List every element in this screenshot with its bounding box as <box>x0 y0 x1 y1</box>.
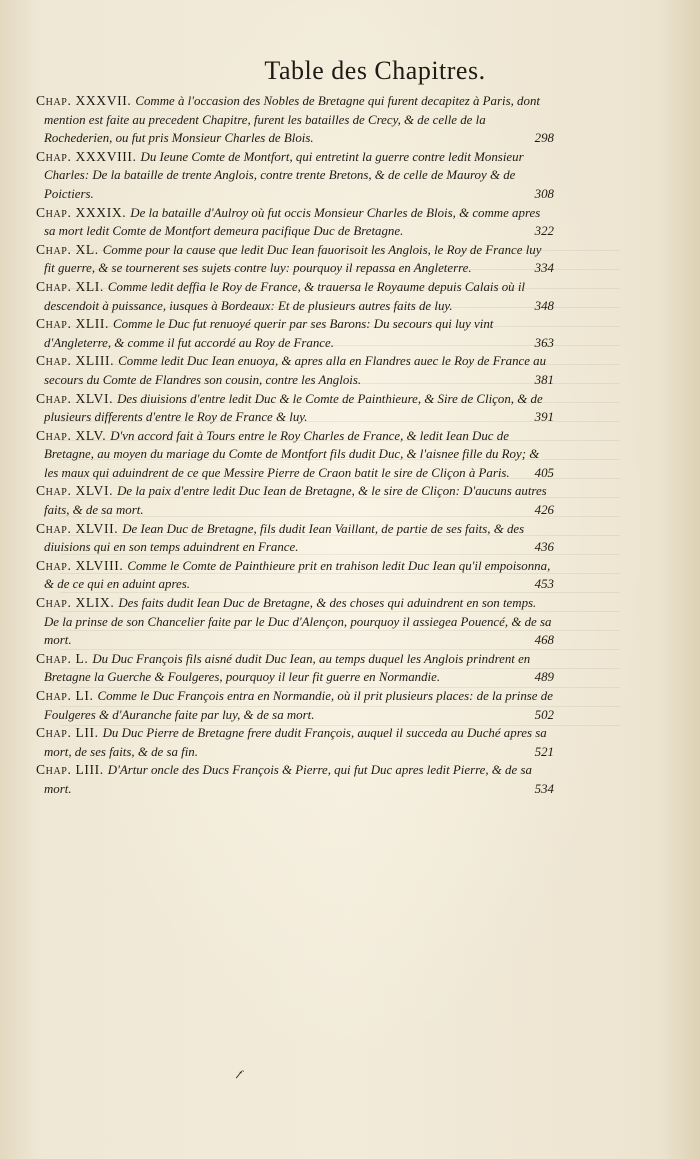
page-number: 298 <box>534 131 554 146</box>
page-title: Table des Chapitres. <box>264 56 486 85</box>
chapter-entry <box>36 278 558 315</box>
chapter-entry <box>36 204 558 241</box>
page-number: 521 <box>534 744 554 759</box>
chapter-number: Chap. XLVI. <box>36 390 114 406</box>
chapter-number: Chap. XLVIII. <box>36 557 124 573</box>
page-number: 334 <box>534 261 554 276</box>
chapter-title: Comme pour la cause que ledit Duc Iean fauorisoit les Anglois, le Roy de France luy fit guerre, & se tournerent ses sujets contre luy: pourquoy il repassa en Angleterre. <box>44 242 542 276</box>
chapter-entry <box>36 427 558 483</box>
chapter-entry <box>36 594 558 650</box>
page-number: 308 <box>534 186 554 201</box>
chapter-title: Comme à l'occasion des Nobles de Bretagne qui furent decapitez à Paris, dont mention est faite au precedent Chapitre, furent les batailles de Crecy, & de celle de la Rochederien, ou fut pris Monsieur Charles de Blois. <box>44 94 540 146</box>
chapter-title: Des faits dudit Iean Duc de Bretagne, & des choses qui aduindrent en son temps. De la prinse de son Chancelier faite par le Duc d'Alençon, pourquoy il assiegea Pouencé, & de sa mort. <box>44 596 552 648</box>
page-number: 468 <box>534 633 554 648</box>
chapter-title: Des diuisions d'entre ledit Duc & le Comte de Painthieure, & Sire de Cliçon, & de plusieurs differents d'entre le Roy de France & luy. <box>44 391 543 425</box>
chapter-entry <box>36 241 558 278</box>
chapter-list <box>36 92 558 799</box>
page-number: 489 <box>534 670 554 685</box>
chapter-title: De Iean Duc de Bretagne, fils dudit Iean Vaillant, de partie de ses faits, & des diuisions qui en son temps aduindrent en France. <box>44 521 525 555</box>
chapter-number: Chap. LIII. <box>36 762 104 778</box>
chapter-entry <box>36 315 558 352</box>
signature-mark: f <box>235 1067 244 1081</box>
chapter-title: Comme ledit deffia le Roy de France, & trauersa le Royaume depuis Calais où il descendoit à puissance, iusques à Bordeaux: Et de plusieurs autres faits de luy. <box>44 279 526 313</box>
chapter-title: Comme le Duc fut renuoyé querir par ses Barons: Du secours qui luy vint d'Angleterre, & comme il fut accordé au Roy de France. <box>44 317 494 350</box>
page-number: 534 <box>534 781 554 796</box>
chapter-title: Du Duc Pierre de Bretagne frere dudit François, auquel il succeda au Duché apres sa mort, de ses faits, & de sa fin. <box>44 726 547 759</box>
chapter-entry <box>36 390 558 427</box>
chapter-number: Chap. XXXVII. <box>36 93 132 108</box>
chapter-number: Chap. L. <box>36 650 89 666</box>
page-number: 348 <box>534 298 554 313</box>
chapter-number: Chap. LI. <box>36 688 94 703</box>
page-number: 453 <box>534 577 554 592</box>
chapter-entry <box>36 92 558 148</box>
page-number: 405 <box>534 465 554 480</box>
chapter-number: Chap. XLVI. <box>36 483 114 499</box>
chapter-title: De la bataille d'Aulroy où fut occis Monsieur Charles de Blois, & comme apres sa mort ledit Comte de Montfort demeura pacifique Duc de Bretagne. <box>44 205 541 239</box>
chapter-number: Chap. XXXVIII. <box>36 148 137 164</box>
chapter-entry <box>36 650 558 687</box>
page-number: 322 <box>534 224 554 239</box>
page-number: 502 <box>534 707 554 722</box>
page-number: 436 <box>534 540 554 555</box>
chapter-number: Chap. XLVII. <box>36 520 119 536</box>
page-number: 426 <box>534 503 554 518</box>
chapter-number: Chap. XLII. <box>36 316 110 332</box>
chapter-number: Chap. XLIX. <box>36 595 115 611</box>
chapter-number: Chap. XLI. <box>36 278 104 294</box>
chapter-entry <box>36 148 558 204</box>
chapter-entry <box>36 687 558 724</box>
chapter-number: Chap. XLV. <box>36 427 107 443</box>
chapter-title: Comme ledit Duc Iean enuoya, & apres alla en Flandres auec le Roy de France au secours du Comte de Flandres son cousin, contre les Anglois. <box>44 354 547 387</box>
chapter-entry <box>36 482 558 519</box>
chapter-entry <box>36 557 558 594</box>
chapter-entry <box>36 352 558 389</box>
chapter-number: Chap. XXXIX. <box>36 204 127 220</box>
page-number: 381 <box>534 372 554 387</box>
chapter-title: D'Artur oncle des Ducs François & Pierre, qui fut Duc apres ledit Pierre, & de sa mort. <box>44 763 532 796</box>
chapter-title: D'vn accord fait à Tours entre le Roy Charles de France, & ledit Iean Duc de Bretagne, au moyen du mariage du Comte de Montfort fils dudit Duc, & l'aisnee fille du Roy; & les maux qui aduindrent de ce que Messire Pierre de Craon batit le sire de Cliçon à Paris. <box>44 428 540 480</box>
chapter-title: Comme le Comte de Painthieure prit en trahison ledit Duc Iean qu'il empoisonna, & de ce qui en aduint apres. <box>44 558 551 592</box>
chapter-number: Chap. XL. <box>36 241 99 257</box>
chapter-title: Du Duc François fils aisné dudit Duc Iean, au temps duquel les Anglois prindrent en Bretagne la Guerche & Foulgeres, pourquoy il leur fit guerre en Normandie. <box>44 651 531 685</box>
chapter-title: Comme le Duc François entra en Normandie, où il prit plusieurs places: de la prinse de Foulgeres & d'Auranche faite par luy, & de sa mort. <box>44 689 553 722</box>
page-number: 363 <box>534 335 554 350</box>
chapter-entry <box>36 724 558 761</box>
chapter-number: Chap. XLIII. <box>36 353 115 369</box>
chapter-entry <box>36 520 558 557</box>
chapter-number: Chap. LII. <box>36 725 99 741</box>
chapter-title: De la paix d'entre ledit Duc Iean de Bretagne, & le sire de Cliçon: D'aucuns autres faits, & de sa mort. <box>44 484 547 518</box>
chapter-entry <box>36 761 558 798</box>
page-number: 391 <box>534 410 554 425</box>
chapter-title: Du Ieune Comte de Montfort, qui entretint la guerre contre ledit Monsieur Charles: De la bataille de trente Anglois, contre trente Bretons, & de celle de Mauroy & de Poictiers. <box>44 149 524 201</box>
